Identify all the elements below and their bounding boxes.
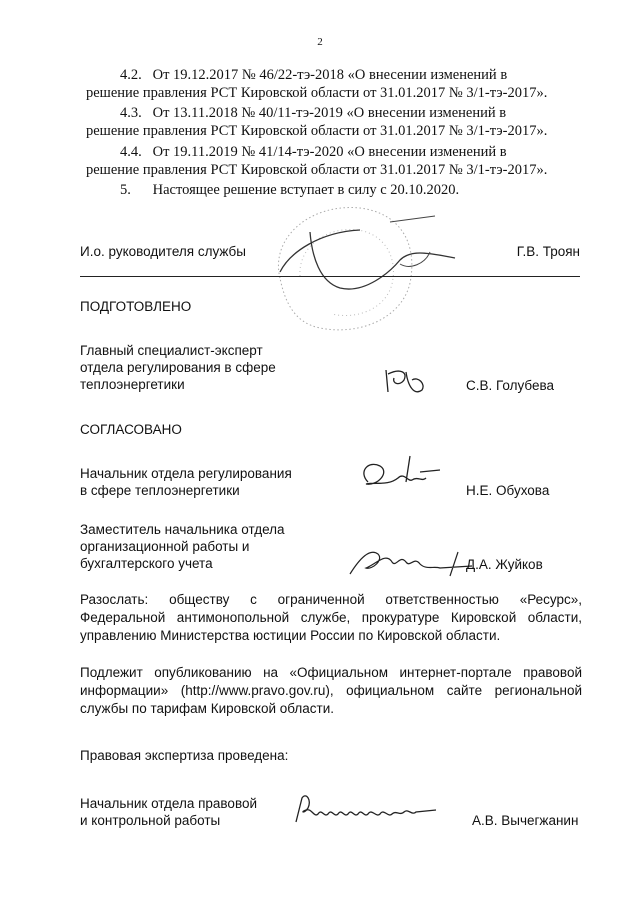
item-text-cont: решение правления РСТ Кировской области от 31.01.2017 № 3/1-тэ-2017». (86, 123, 548, 139)
position-line: бухгалтерского учета (80, 556, 213, 571)
position-line: организационной работы и (80, 539, 250, 554)
agreed-heading: СОГЛАСОВАНО (80, 422, 182, 437)
position-line: теплоэнергетики (80, 377, 185, 392)
publication-text: Подлежит опубликованию на «Официальном интернет-портале правовой информации» (http://www.pravo.gov.ru), официальном сайте региональной службы по тарифам Кировской области. (80, 665, 582, 716)
item-number: 5. (120, 182, 131, 198)
item-4-4 (86, 143, 582, 179)
agreed-name-2: Д.А. Жуйков (466, 557, 543, 572)
item-number: 4.4. (120, 144, 142, 160)
position-line: в сфере теплоэнергетики (80, 483, 240, 498)
prepared-position (80, 342, 276, 393)
head-title: И.о. руководителя службы (80, 244, 246, 259)
expertise-name: А.В. Вычегжанин (472, 813, 579, 828)
position-line: отдела регулирования в сфере (80, 360, 276, 375)
expertise-position (80, 795, 257, 829)
distribution-text: Разослать: обществу с ограниченной ответственностью «Ресурс», Федеральной антимонопольной службе, прокуратуре Кировской области, управлению Министерства юстиции России по Кировской области. (80, 592, 582, 643)
item-4-3 (86, 104, 582, 140)
item-text: От 13.11.2018 № 40/11-тэ-2019 «О внесении изменений в (152, 105, 507, 121)
item-text-cont: решение правления РСТ Кировской области от 31.01.2017 № 3/1-тэ-2017». (86, 162, 548, 178)
item-text: От 19.12.2017 № 46/22-тэ-2018 «О внесении изменений в (152, 67, 508, 83)
agreed-signature-mark-2 (346, 544, 476, 580)
item-4-2 (86, 66, 582, 102)
item-number: 4.3. (120, 105, 142, 121)
page-number: 2 (317, 36, 323, 48)
item-text-cont: решение правления РСТ Кировской области от 31.01.2017 № 3/1-тэ-2017». (86, 85, 548, 101)
position-line: Начальник отдела правовой (80, 796, 258, 811)
prepared-heading: ПОДГОТОВЛЕНО (80, 299, 192, 314)
head-name: Г.В. Троян (516, 244, 580, 259)
agreed-name-1: Н.Е. Обухова (466, 483, 550, 498)
expertise-signature-mark (290, 788, 440, 832)
item-number: 4.2. (120, 67, 142, 83)
agreed-position-1 (80, 465, 292, 499)
head-signature-mark (250, 212, 470, 302)
agreed-signature-mark-1 (350, 452, 445, 498)
item-text: Настоящее решение вступает в силу с 20.10.2020. (152, 182, 460, 198)
position-line: Начальник отдела регулирования (80, 466, 292, 481)
expertise-heading: Правовая экспертиза проведена: (80, 748, 289, 763)
item-text: От 19.11.2019 № 41/14-тэ-2020 «О внесении изменений в (152, 144, 507, 160)
position-line: Главный специалист-эксперт (80, 343, 263, 358)
prepared-signature-mark (378, 362, 428, 402)
prepared-name: С.В. Голубева (466, 378, 555, 393)
position-line: и контрольной работы (80, 813, 221, 828)
divider-line (80, 276, 580, 277)
position-line: Заместитель начальника отдела (80, 522, 285, 537)
agreed-position-2 (80, 521, 285, 572)
